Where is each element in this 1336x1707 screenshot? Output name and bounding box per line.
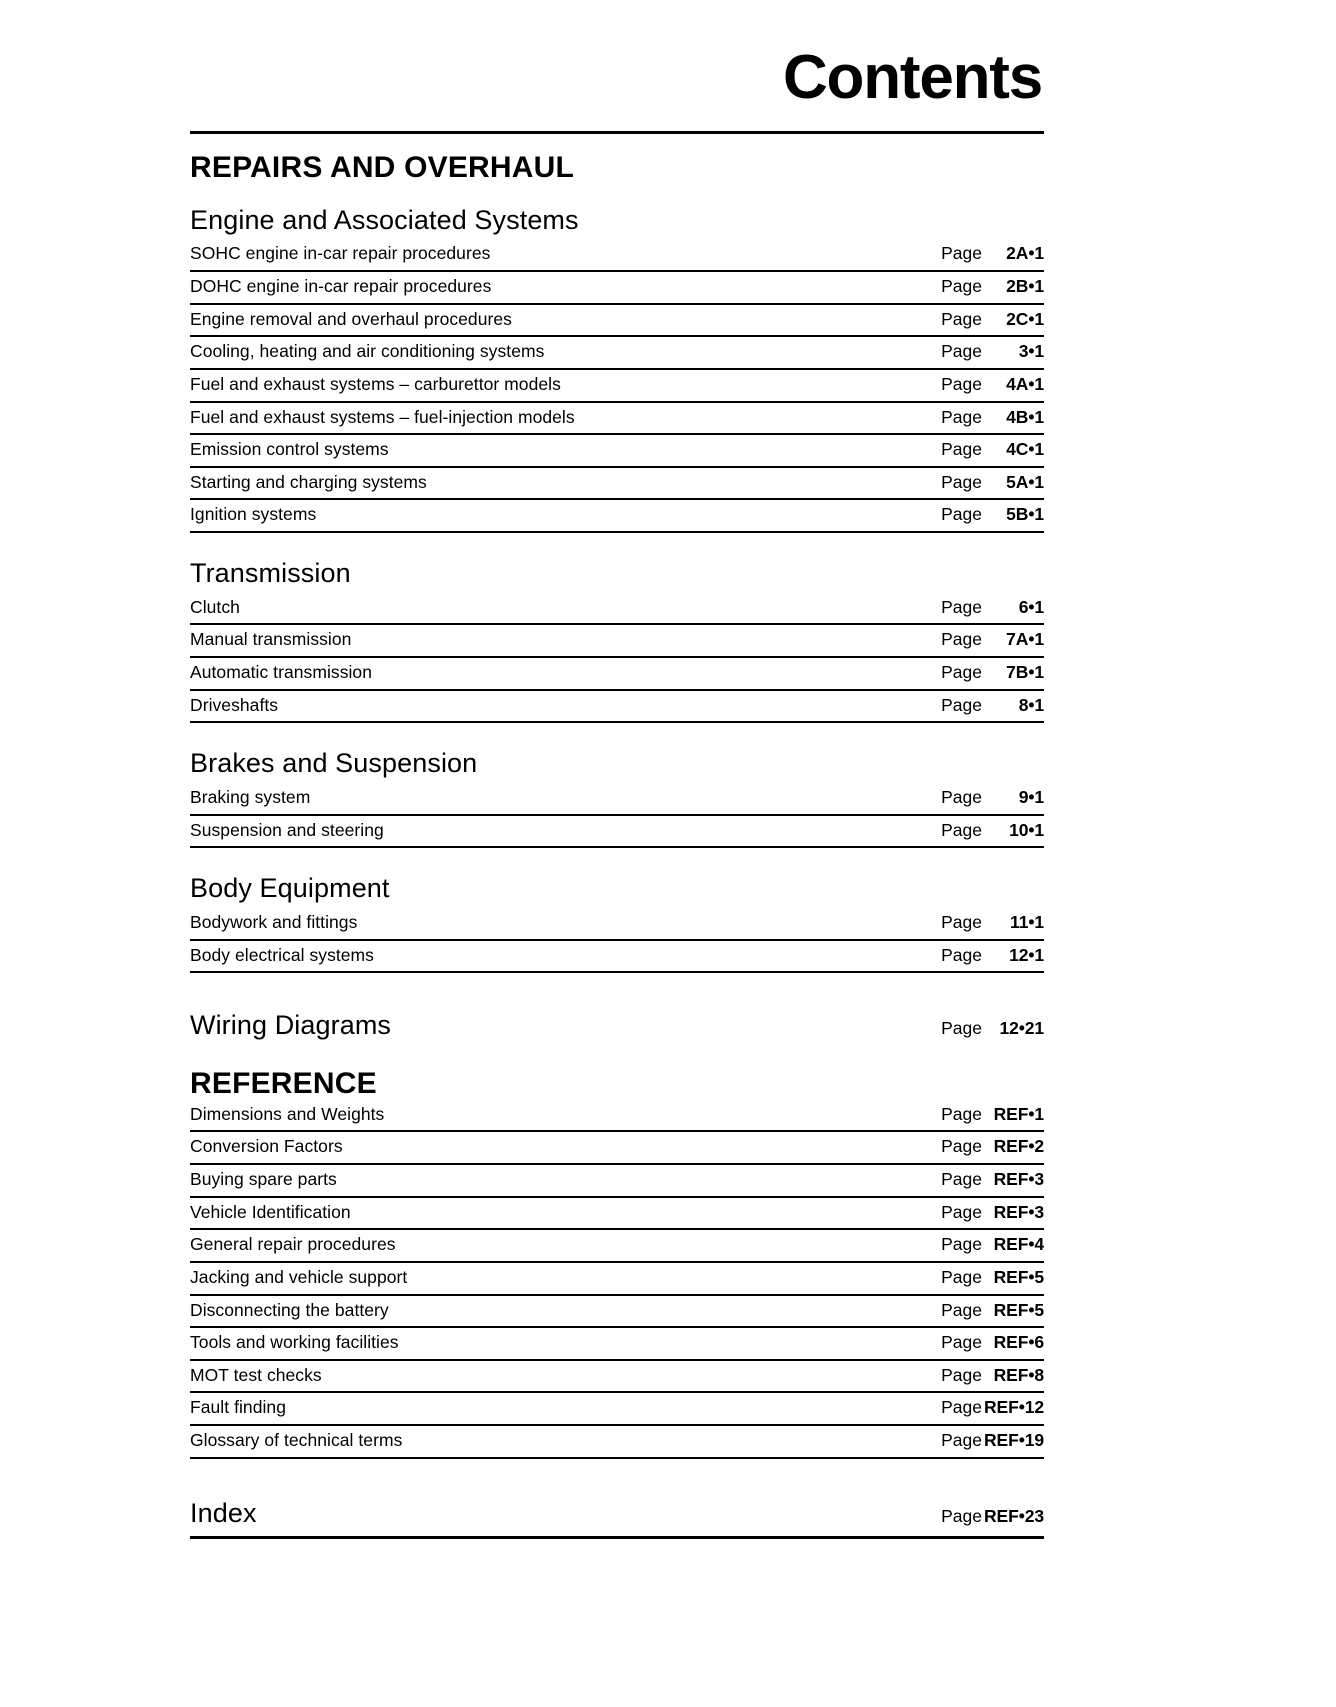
entry-title: Cooling, heating and air conditioning systems: [190, 341, 545, 362]
entry-title: Clutch: [190, 596, 240, 617]
entry-page: [934, 438, 1044, 462]
page-reference: 2A•1: [1006, 243, 1044, 264]
entry-page: [934, 340, 1044, 364]
section-heading: Brakes and Suspension: [190, 748, 478, 779]
page-reference: REF•19: [984, 1430, 1044, 1451]
entry-page: [934, 471, 1044, 495]
page-label: Page: [941, 1103, 982, 1124]
page-label: Page: [941, 1430, 982, 1451]
part-heading-reference: REFERENCE: [190, 1066, 377, 1100]
entry-title: Ignition systems: [190, 504, 317, 525]
page-label: Page: [941, 1364, 982, 1385]
page-label: Page: [941, 243, 982, 264]
entry-page: [934, 596, 1044, 620]
page-label: Page: [941, 1169, 982, 1190]
entry-list-reference: [190, 1102, 1044, 1459]
page-label: Page: [941, 439, 982, 460]
entry-page: [934, 275, 1044, 299]
page-label: Page: [941, 504, 982, 525]
title-divider: [190, 131, 1044, 134]
section-engine-and-associated-systems: [190, 206, 1044, 533]
entry-page: [934, 1201, 1044, 1225]
page-reference: 5B•1: [1006, 504, 1044, 525]
entry-title: Manual transmission: [190, 629, 352, 650]
page-reference: REF•6: [993, 1332, 1044, 1353]
toc-entry[interactable]: [190, 468, 1044, 501]
page-label: Page: [941, 276, 982, 297]
entry-title: Tools and working facilities: [190, 1332, 399, 1353]
entry-title: Fuel and exhaust systems – carburettor models: [190, 373, 561, 394]
page-reference: 11•1: [1010, 911, 1044, 932]
part-heading-repairs-and-overhaul: REPAIRS AND OVERHAUL: [190, 150, 575, 184]
toc-entry[interactable]: [190, 1328, 1044, 1361]
entry-title: Fault finding: [190, 1397, 286, 1418]
entry-list: [190, 910, 1044, 973]
page-label: Page: [941, 629, 982, 650]
entry-page: [934, 944, 1044, 968]
toc-entry[interactable]: [190, 1426, 1044, 1459]
page-reference: REF•1: [993, 1103, 1044, 1124]
entry-page: [934, 1364, 1044, 1388]
toc-entry[interactable]: [190, 816, 1044, 849]
page-label: Page: [941, 1505, 982, 1526]
entry-title: Disconnecting the battery: [190, 1299, 389, 1320]
entry-title: General repair procedures: [190, 1234, 396, 1255]
section-brakes-and-suspension: [190, 749, 1044, 848]
page-label: Page: [941, 596, 982, 617]
page-label: Page: [941, 1332, 982, 1353]
entry-page: [934, 1331, 1044, 1355]
toc-entry[interactable]: [190, 370, 1044, 403]
page-reference: 5A•1: [1006, 471, 1044, 492]
toc-entry[interactable]: [190, 241, 1044, 272]
toc-entry[interactable]: [190, 272, 1044, 305]
entry-page: [934, 1233, 1044, 1257]
entry-page: [934, 1299, 1044, 1323]
section-heading: Engine and Associated Systems: [190, 204, 579, 235]
page-label: Page: [941, 694, 982, 715]
toc-entry[interactable]: [190, 1165, 1044, 1198]
page-label: Page: [941, 944, 982, 965]
page-reference: 4A•1: [1006, 373, 1044, 394]
page-reference: REF•23: [984, 1505, 1044, 1526]
page-reference: 7B•1: [1006, 662, 1044, 682]
entry-page: [934, 1135, 1044, 1159]
toc-entry[interactable]: [190, 941, 1044, 974]
page-reference: 3•1: [1018, 341, 1044, 362]
page-label: Page: [941, 1397, 982, 1418]
page-reference: REF•5: [993, 1299, 1044, 1320]
page-reference: 8•1: [1018, 694, 1044, 715]
entry-title: Conversion Factors: [190, 1136, 343, 1157]
index-divider: [190, 1536, 1044, 1539]
page-reference: 2B•1: [1006, 276, 1044, 297]
page-reference: REF•8: [993, 1364, 1044, 1385]
page-label: Page: [941, 471, 982, 492]
section-heading: Wiring Diagrams: [190, 1010, 392, 1041]
entry-page: [934, 1506, 1044, 1527]
toc-entry[interactable]: [190, 691, 1044, 724]
toc-entry[interactable]: [190, 785, 1044, 816]
toc-entry[interactable]: [190, 435, 1044, 468]
toc-entry[interactable]: [190, 1230, 1044, 1263]
entry-page: [934, 661, 1044, 685]
toc-entry[interactable]: [190, 500, 1044, 533]
page-label: Page: [941, 1266, 982, 1287]
entry-page: [934, 373, 1044, 397]
entry-title: Starting and charging systems: [190, 471, 427, 492]
toc-entry[interactable]: [190, 305, 1044, 338]
entry-title: MOT test checks: [190, 1364, 322, 1385]
page-label: Page: [941, 819, 982, 840]
page-label: Page: [941, 911, 982, 932]
page-label: Page: [941, 308, 982, 329]
masthead: [190, 0, 1044, 134]
page-reference: 12•21: [999, 1018, 1044, 1039]
entry-title: Bodywork and fittings: [190, 911, 358, 932]
page-reference: REF•4: [993, 1234, 1044, 1255]
page-label: Page: [941, 1018, 982, 1039]
entry-title: Fuel and exhaust systems – fuel-injection models: [190, 406, 575, 427]
section-body-equipment: [190, 874, 1044, 973]
entry-page: [934, 1018, 1044, 1039]
toc-entry-index[interactable]: [190, 1499, 1044, 1529]
entry-list: [190, 595, 1044, 724]
page-reference: 9•1: [1018, 786, 1044, 807]
page-label: Page: [941, 341, 982, 362]
section-heading: Transmission: [190, 558, 351, 589]
toc-entry[interactable]: [190, 1102, 1044, 1133]
toc-entry-wiring-diagrams[interactable]: [190, 1011, 1044, 1041]
entry-title: DOHC engine in-car repair procedures: [190, 276, 492, 297]
page-reference: REF•3: [993, 1169, 1044, 1190]
entry-page: [934, 694, 1044, 718]
entry-page: [934, 911, 1044, 935]
page-label: Page: [941, 1201, 982, 1222]
page-title: Contents: [782, 43, 1042, 112]
entry-page: [934, 1103, 1044, 1127]
entry-title: Suspension and steering: [190, 819, 384, 840]
section-heading: Index: [190, 1497, 257, 1528]
entry-title: Driveshafts: [190, 694, 279, 715]
page-label: Page: [941, 1234, 982, 1255]
entry-page: [934, 1168, 1044, 1192]
toc-entry[interactable]: [190, 658, 1044, 691]
entry-page: [934, 1429, 1044, 1453]
entry-title: Glossary of technical terms: [190, 1430, 403, 1451]
page-label: Page: [941, 406, 982, 427]
toc-entry[interactable]: [190, 403, 1044, 436]
page-reference: 6•1: [1018, 596, 1044, 617]
entry-page: [934, 406, 1044, 430]
entry-page: [934, 503, 1044, 527]
entry-title: Dimensions and Weights: [190, 1103, 385, 1124]
page-reference: 7A•1: [1006, 629, 1044, 650]
entry-title: Automatic transmission: [190, 662, 372, 682]
entry-title: Braking system: [190, 786, 311, 807]
entry-page: [934, 308, 1044, 332]
section-heading: Body Equipment: [190, 873, 390, 904]
entry-page: [934, 242, 1044, 266]
toc-entry[interactable]: [190, 337, 1044, 370]
page-label: Page: [941, 373, 982, 394]
page-reference: REF•2: [993, 1136, 1044, 1157]
entry-page: [934, 1266, 1044, 1290]
entry-page: [934, 1396, 1044, 1420]
toc-entry[interactable]: [190, 1263, 1044, 1296]
entry-list: [190, 241, 1044, 533]
toc-entry[interactable]: [190, 910, 1044, 941]
page-label: Page: [941, 662, 982, 682]
page-reference: REF•3: [993, 1201, 1044, 1222]
entry-page: [934, 786, 1044, 810]
page-reference: REF•5: [993, 1266, 1044, 1287]
entry-title: Engine removal and overhaul procedures: [190, 308, 512, 329]
page-reference: 12•1: [1009, 944, 1044, 965]
entry-title: SOHC engine in-car repair procedures: [190, 243, 491, 264]
page-reference: 10•1: [1009, 819, 1044, 840]
toc-entry[interactable]: [190, 625, 1044, 658]
toc-entry[interactable]: [190, 595, 1044, 626]
entry-title: Vehicle Identification: [190, 1201, 351, 1222]
toc-entry[interactable]: [190, 1361, 1044, 1394]
entry-title: Buying spare parts: [190, 1169, 337, 1190]
page-reference: 2C•1: [1006, 308, 1044, 329]
toc-entry[interactable]: [190, 1198, 1044, 1231]
page-reference: 4B•1: [1006, 406, 1044, 427]
entry-title: Body electrical systems: [190, 944, 374, 965]
toc-entry[interactable]: [190, 1393, 1044, 1426]
page-label: Page: [941, 1136, 982, 1157]
toc-entry[interactable]: [190, 1296, 1044, 1329]
entry-page: [934, 628, 1044, 652]
entry-page: [934, 819, 1044, 843]
entry-title: Emission control systems: [190, 439, 389, 460]
page-reference: REF•12: [984, 1397, 1044, 1418]
toc-entry[interactable]: [190, 1132, 1044, 1165]
entry-list: [190, 785, 1044, 848]
page-label: Page: [941, 786, 982, 807]
section-transmission: [190, 559, 1044, 723]
entry-title: Jacking and vehicle support: [190, 1266, 408, 1287]
page-reference: 4C•1: [1006, 439, 1044, 460]
page-label: Page: [941, 1299, 982, 1320]
